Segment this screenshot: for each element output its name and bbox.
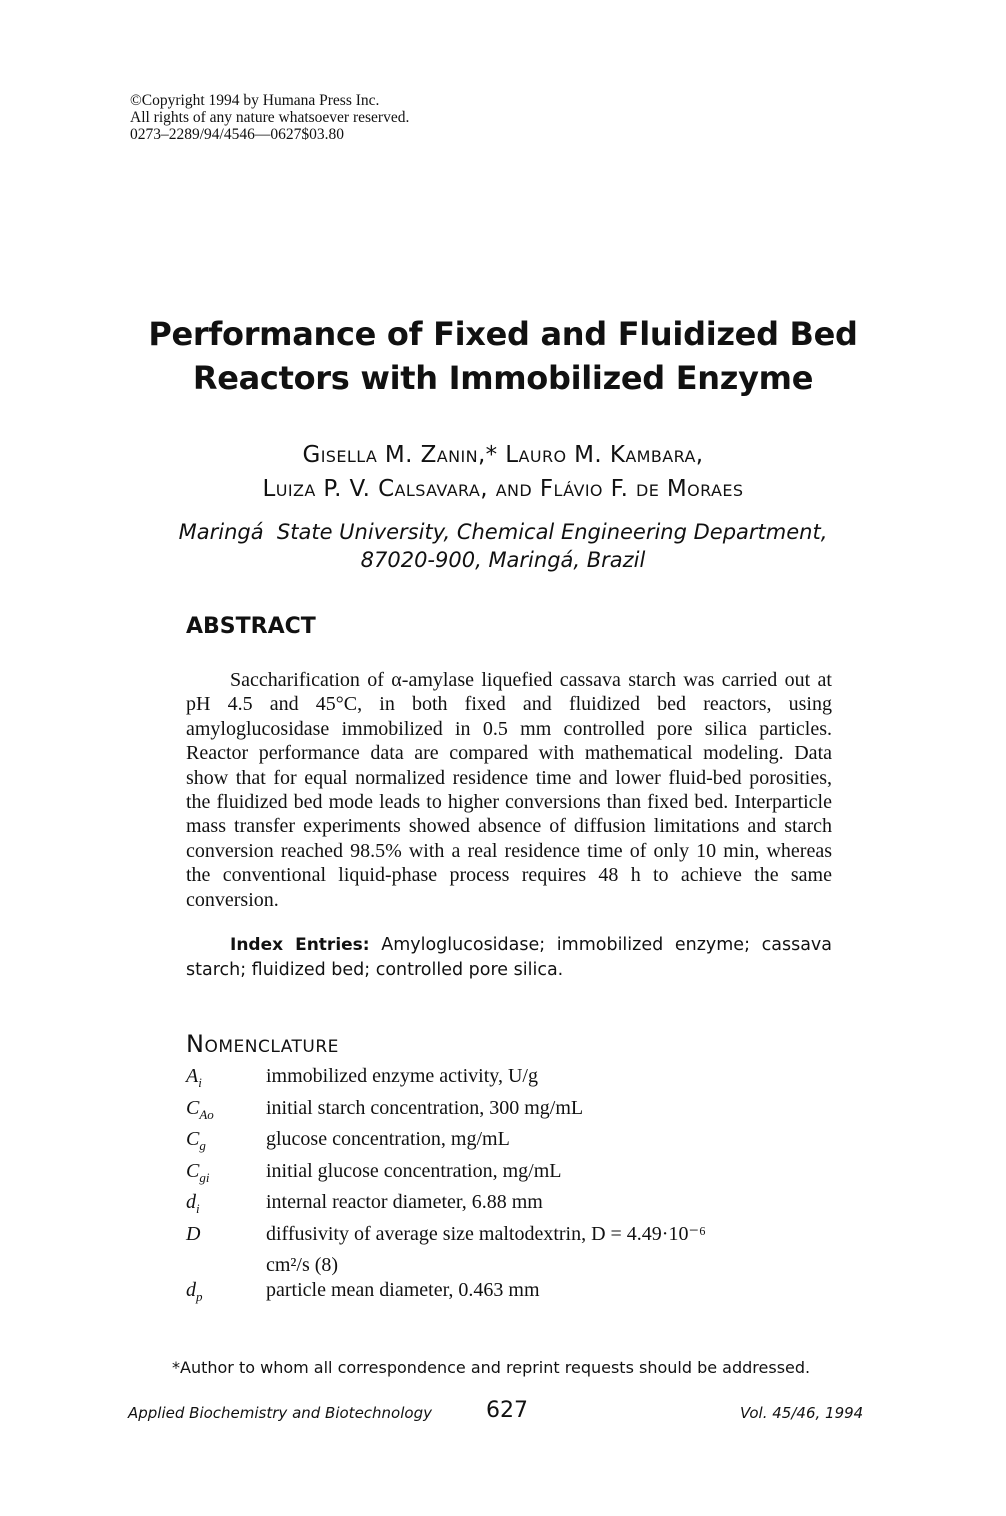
- nomenclature-symbol: $d_p$: [186, 1278, 203, 1304]
- abstract-text: Saccharification of α-amylase liquefied cassava starch was carried out at pH 4.5 and 45°C, in both fixed and fluidized bed reactors, using amyloglucosidase immobilized in 0.5 mm controlled pore silica particles. Reactor performance data are compared with mathematical modeling. Data show that for equal normalized residence time and lower fluid-bed porosities, the fluidized bed mode leads to higher conversions than fixed bed. Interparticle mass transfer experiments showed absence of diffusion limitations and starch conversion reached 98.5% with a real residence time of only 10 min, whereas the conventional liquid-phase process requires 48 h to achieve the same conversion.: [186, 669, 832, 911]
- nomenclature-item: [186, 1222, 826, 1254]
- paper-title: [0, 312, 1006, 400]
- affiliation: [0, 518, 1006, 574]
- nomenclature-list: [186, 1064, 826, 1309]
- authors-line-2: Luiza P. V. Calsavara, and Flávio F. de Moraes: [262, 476, 744, 502]
- title-line-1: Performance of Fixed and Fluidized Bed: [148, 315, 858, 353]
- nomenclature-item: [186, 1127, 826, 1159]
- author-list: [0, 438, 1006, 506]
- copyright-notice: [130, 92, 409, 143]
- nomenclature-definition: diffusivity of average size maltodextrin, D = 4.49·10⁻⁶: [266, 1222, 706, 1245]
- nomenclature-symbol: $C_{gi}$: [186, 1159, 210, 1185]
- copyright-line-2: All rights of any nature whatsoever reserved.: [130, 109, 410, 126]
- nomenclature-definition: glucose concentration, mg/mL: [266, 1128, 510, 1150]
- nomenclature-item: [186, 1064, 826, 1096]
- nomenclature-definition: initial glucose concentration, mg/mL: [266, 1159, 562, 1182]
- nomenclature-item: [186, 1159, 826, 1191]
- abstract-heading: ABSTRACT: [186, 614, 316, 639]
- nomenclature-symbol: $A_i$: [186, 1065, 202, 1090]
- nomenclature-item: [186, 1096, 826, 1128]
- nomenclature-symbol: D: [186, 1222, 201, 1245]
- nomenclature-definition: initial starch concentration, 300 mg/mL: [266, 1096, 584, 1119]
- nomenclature-continuation: cm²/s (8): [266, 1254, 339, 1276]
- nomenclature-symbol: $C_g$: [186, 1128, 206, 1153]
- nomenclature-symbol: $d_i$: [186, 1191, 200, 1216]
- copyright-line-3: 0273–2289/94/4546—0627$03.80: [130, 126, 344, 143]
- nomenclature-heading: Nomenclature: [186, 1030, 339, 1058]
- authors-line-1: Gisella M. Zanin,* Lauro M. Kambara,: [302, 442, 704, 468]
- nomenclature-definition: immobilized enzyme activity, U/g: [266, 1065, 538, 1087]
- index-entries-label: Index Entries:: [230, 935, 370, 955]
- nomenclature-item: [186, 1278, 826, 1310]
- index-entries-text: Amyloglucosidase; immobilized enzyme; cassava starch; fluidized bed; controlled pore silica.: [186, 935, 832, 981]
- page-number: 627: [486, 1398, 528, 1423]
- footer-journal-name: Applied Biochemistry and Biotechnology: [128, 1404, 432, 1422]
- footer-volume: Vol. 45/46, 1994: [740, 1404, 864, 1422]
- nomenclature-definition: internal reactor diameter, 6.88 mm: [266, 1191, 543, 1213]
- affiliation-line-1: Maringá State University, Chemical Engineering Department,: [178, 520, 828, 544]
- nomenclature-item: [186, 1190, 826, 1222]
- nomenclature-symbol: $C_{Ao}$: [186, 1096, 214, 1122]
- title-line-2: Reactors with Immobilized Enzyme: [192, 359, 814, 397]
- affiliation-line-2: 87020-900, Maringá, Brazil: [360, 548, 646, 572]
- author-footnote: *Author to whom all correspondence and reprint requests should be addressed.: [172, 1358, 811, 1377]
- nomenclature-definition: particle mean diameter, 0.463 mm: [266, 1278, 540, 1301]
- copyright-line-1: ©Copyright 1994 by Humana Press Inc.: [130, 92, 380, 109]
- index-entries: [186, 932, 832, 983]
